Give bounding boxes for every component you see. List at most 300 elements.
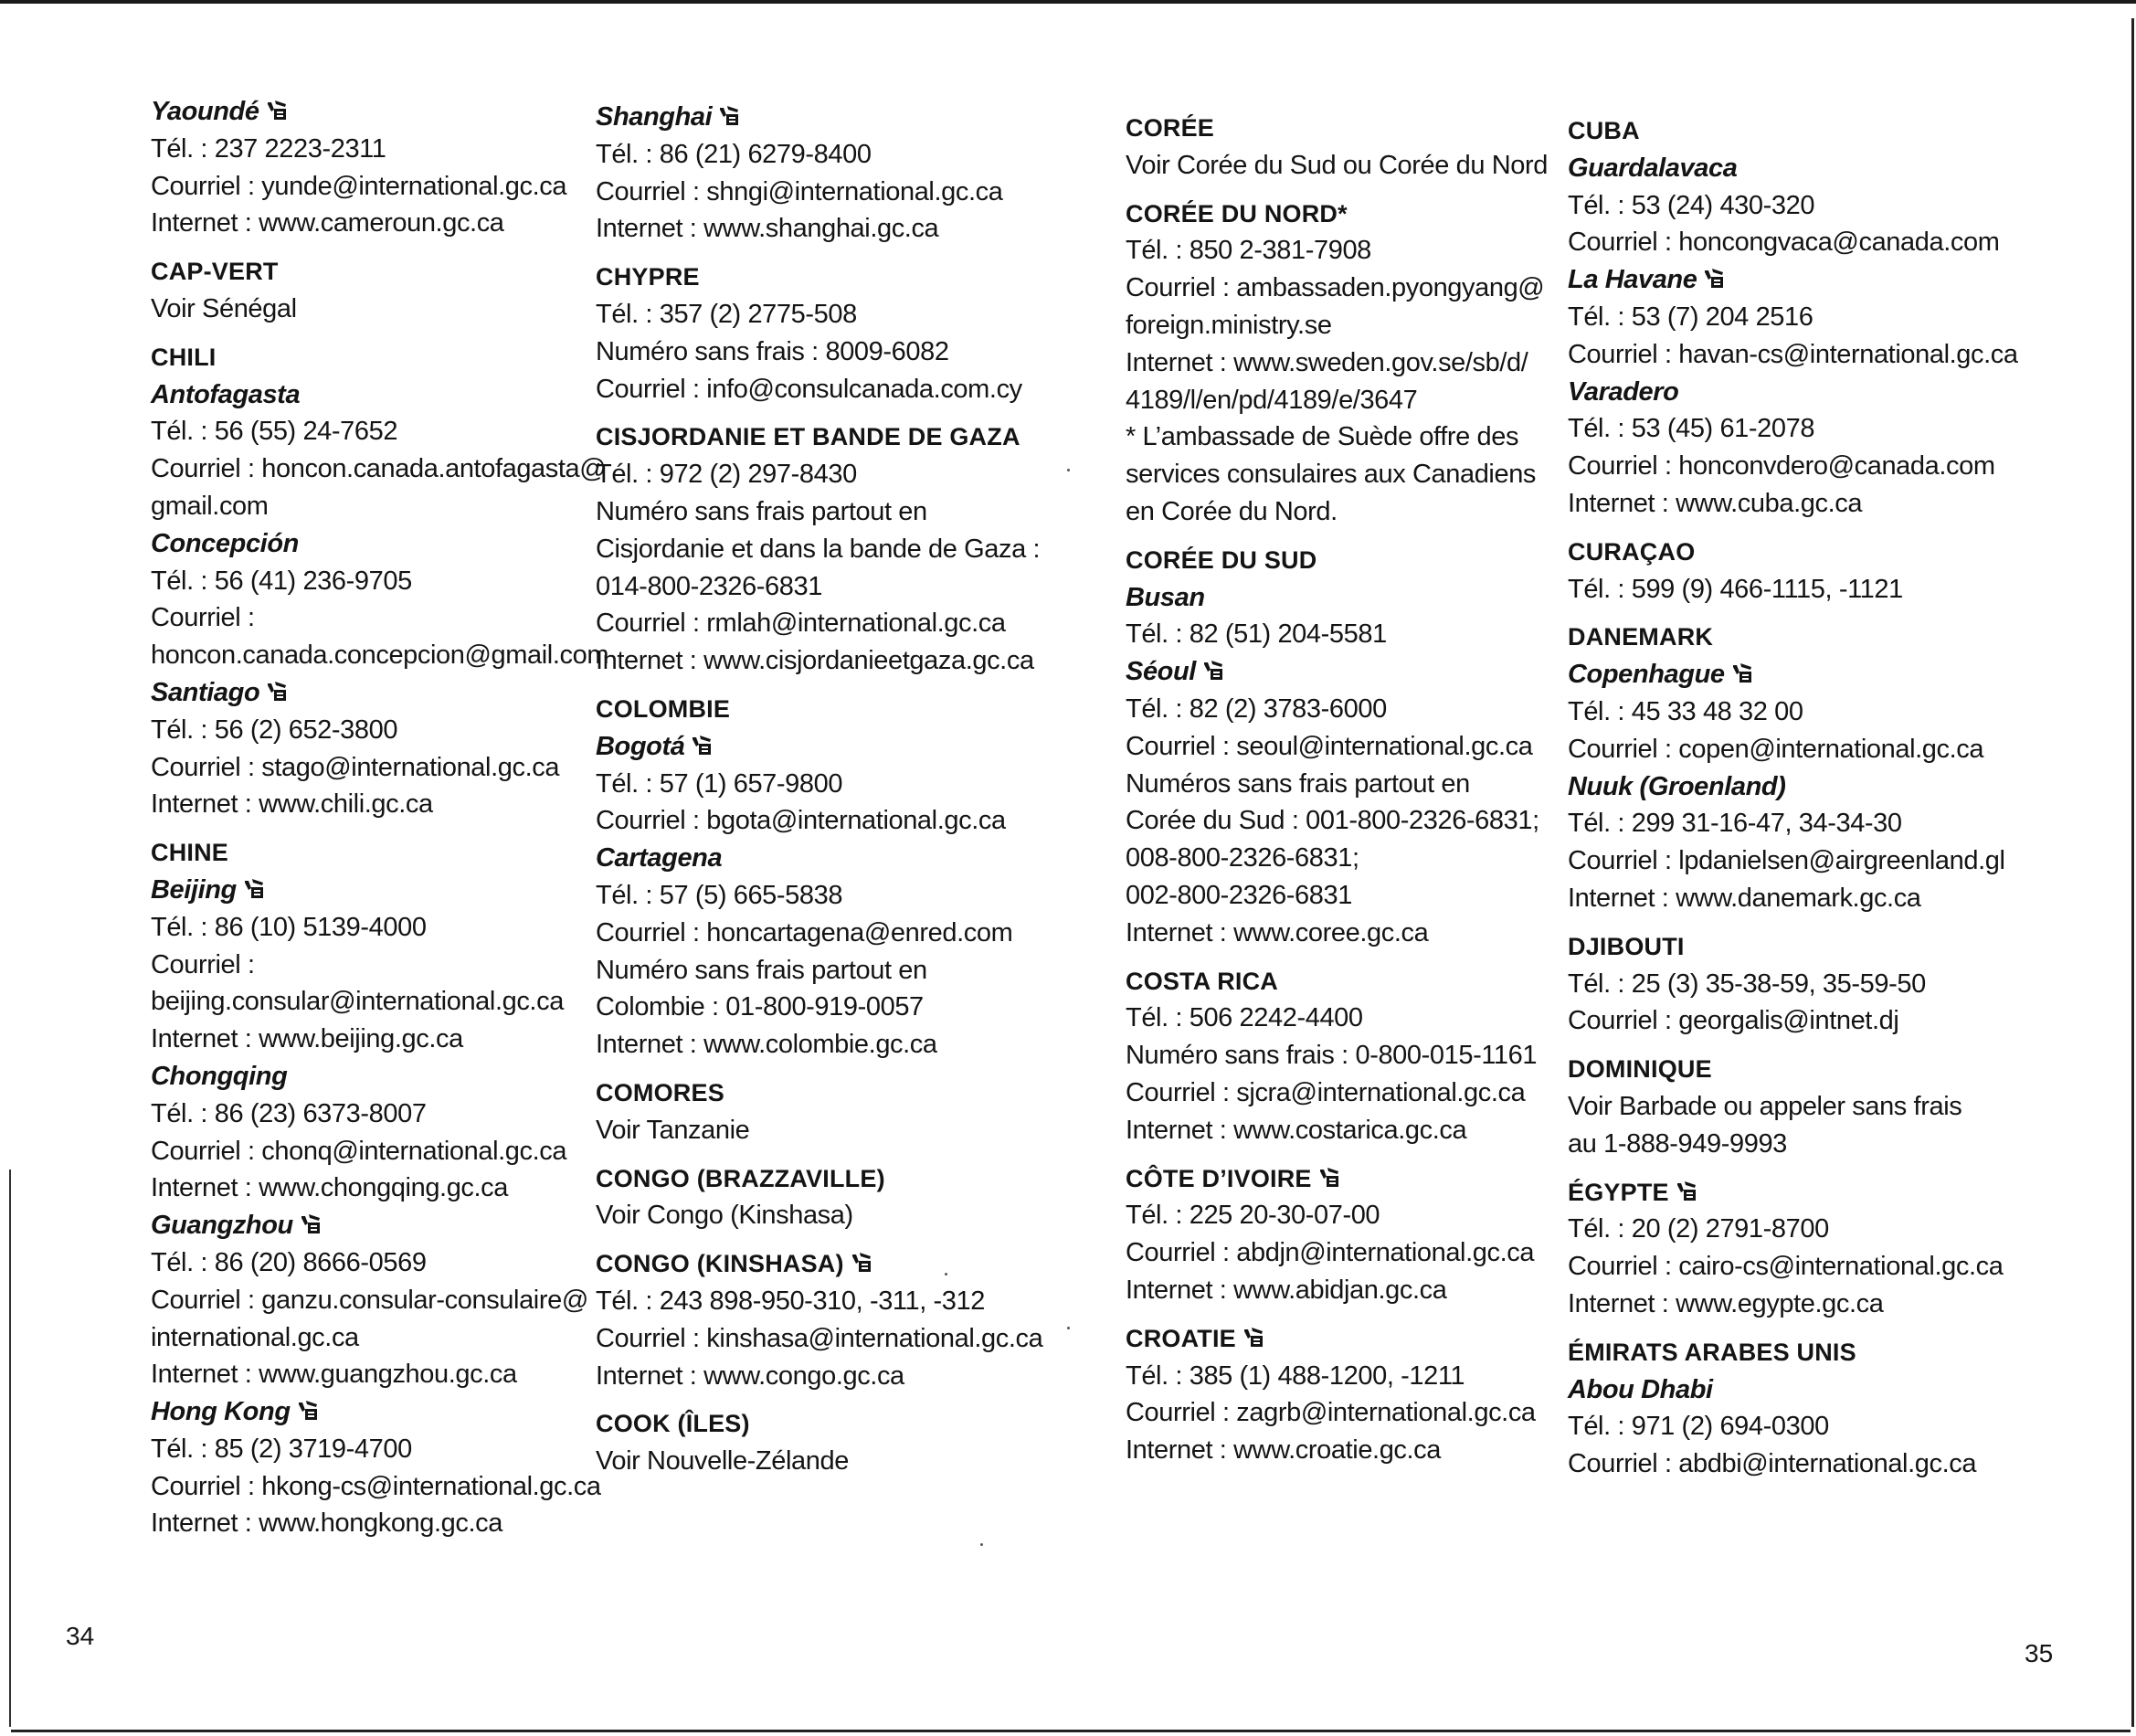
contact-line [1568, 571, 2018, 609]
line-text: Courriel : abdbi@international.gc.ca [1568, 1449, 1977, 1479]
country-heading-djibouti [1568, 928, 2018, 966]
line-text: Internet : www.cuba.gc.ca [1568, 488, 1863, 518]
line-text: Courriel : bgota@international.gc.ca [596, 806, 1006, 836]
line-text: Tél. : 86 (23) 6373-8007 [151, 1098, 427, 1128]
line-text: Internet : www.cisjordanieetgaza.gc.ca [596, 646, 1034, 676]
line-text: Internet : www.sweden.gov.se/sb/d/ [1126, 347, 1528, 377]
line-text: Courriel : copen@international.gc.ca [1568, 734, 1984, 764]
line-text: Internet : www.beijing.gc.ca [151, 1024, 463, 1054]
contact-line [1126, 1234, 1548, 1272]
country-heading-emirats-arabes-unis [1568, 1334, 2018, 1371]
contact-line [1568, 966, 2018, 1003]
consular-services-icon [719, 101, 739, 122]
line-text: Courriel : hkong-cs@international.gc.ca [151, 1471, 601, 1501]
line-text: Courriel : yunde@international.gc.ca [151, 171, 567, 201]
contact-line [1126, 232, 1548, 270]
contact-line [151, 291, 608, 328]
contact-line [596, 1358, 1042, 1395]
city-text: Cartagena [596, 843, 723, 873]
country-heading-chili [151, 339, 608, 376]
contact-line [596, 989, 1042, 1026]
page-number-right: 35 [2025, 1639, 2054, 1667]
city-heading-bogota [596, 728, 1042, 766]
line-text: au 1-888-949-9993 [1568, 1128, 1787, 1159]
contact-line [1568, 336, 2018, 374]
column-1 [151, 93, 608, 1542]
consular-services-icon [244, 873, 264, 895]
contact-line [596, 766, 1042, 803]
consular-services-icon [1732, 658, 1752, 680]
line-text: Voir Barbade ou appeler sans frais [1568, 1091, 1962, 1121]
line-text: Courriel : rmlah@international.gc.ca [596, 609, 1006, 639]
contact-line [1568, 1126, 2018, 1163]
contact-line [151, 1282, 608, 1319]
contact-line [596, 1283, 1042, 1320]
line-text: Tél. : 86 (21) 6279-8400 [596, 139, 872, 169]
contact-line [596, 952, 1042, 990]
line-text: Tél. : 243 898-950-310, -311, -312 [596, 1286, 985, 1316]
line-text: Courriel : honcartagena@enred.com [596, 917, 1013, 947]
line-text: Courriel : havan-cs@international.gc.ca [1568, 339, 2018, 369]
country-heading-cuba [1568, 112, 2018, 150]
consular-services-icon [1676, 1176, 1697, 1198]
consular-services-icon [851, 1247, 872, 1269]
line-text: Courriel : abdjn@international.gc.ca [1126, 1238, 1535, 1268]
country-text: CHYPRE [596, 263, 700, 291]
contact-line [1126, 728, 1548, 766]
contact-line [151, 1505, 608, 1542]
country-text: CUBA [1568, 117, 1640, 144]
city-heading-abou-dhabi [1568, 1371, 2018, 1409]
country-text: CONGO (KINSHASA) [596, 1250, 844, 1278]
country-heading-coree-du-nord [1126, 196, 1548, 233]
contact-line [1126, 147, 1548, 185]
line-text: Courriel : info@consulcanada.com.cy [596, 374, 1022, 404]
line-text: Numéros sans frais partout en [1126, 768, 1470, 799]
country-heading-congo-kinshasa [596, 1245, 1042, 1283]
line-text: Internet : www.costarica.gc.ca [1126, 1115, 1467, 1145]
contact-line [1568, 224, 2018, 261]
line-text: Tél. : 56 (41) 236-9705 [151, 566, 412, 596]
contact-line [1126, 493, 1548, 531]
country-heading-chine [151, 834, 608, 872]
contact-line [1568, 805, 2018, 842]
contact-line [151, 1431, 608, 1468]
line-text: 4189/l/en/pd/4189/e/3647 [1126, 385, 1418, 415]
contact-line [596, 456, 1042, 493]
contact-line [1568, 1248, 2018, 1286]
line-text: Courriel : shngi@international.gc.ca [596, 176, 1003, 206]
line-text: Courriel : georgalis@intnet.dj [1568, 1006, 1899, 1036]
line-text: 002-800-2326-6831 [1126, 880, 1352, 910]
line-text: Internet : www.congo.gc.ca [596, 1360, 904, 1391]
line-text: Numéro sans frais partout en [596, 496, 927, 526]
line-text: Courriel : honcon.canada.antofagasta@ [151, 454, 607, 484]
line-text: Voir Congo (Kinshasa) [596, 1201, 853, 1231]
consular-services-icon [267, 95, 287, 117]
contact-line [1126, 1432, 1548, 1469]
contact-line [1126, 766, 1548, 803]
city-text: Varadero [1568, 376, 1679, 407]
contact-line [1126, 877, 1548, 915]
scan-border-right [2131, 18, 2134, 1727]
city-heading-beijing [151, 872, 608, 909]
city-heading-la-havane [1568, 261, 2018, 299]
contact-line [596, 371, 1042, 408]
line-text: Courriel : [151, 949, 255, 979]
line-text: 014-800-2326-6831 [596, 571, 822, 601]
line-text: foreign.ministry.se [1126, 310, 1332, 340]
country-text: CÔTE D’IVOIRE [1126, 1164, 1312, 1192]
line-text: 008-800-2326-6831; [1126, 843, 1359, 873]
contact-line [596, 493, 1042, 531]
city-heading-shanghai [596, 99, 1042, 136]
line-text: Voir Corée du Sud ou Corée du Nord [1126, 150, 1548, 180]
contact-line [596, 605, 1042, 642]
consular-services-icon [301, 1209, 321, 1231]
line-text: Courriel : zagrb@international.gc.ca [1126, 1398, 1536, 1428]
city-heading-concepcion [151, 525, 608, 563]
country-heading-coree [1126, 110, 1548, 147]
contact-line [596, 531, 1042, 568]
city-heading-copenhague [1568, 656, 2018, 693]
contact-line [1568, 842, 2018, 880]
country-heading-cote-d-ivoire [1126, 1160, 1548, 1198]
contact-line [1568, 1408, 2018, 1445]
contact-line [596, 802, 1042, 840]
line-text: Tél. : 357 (2) 2775-508 [596, 299, 857, 329]
city-text: Antofagasta [151, 379, 301, 409]
city-text: La Havane [1568, 265, 1697, 295]
line-text: Tél. : 56 (55) 24-7652 [151, 417, 398, 447]
line-text: Courriel : stago@international.gc.ca [151, 752, 560, 782]
contact-line [1126, 1000, 1548, 1037]
contact-line [1126, 915, 1548, 952]
contact-line [151, 413, 608, 450]
scan-border-top [0, 0, 2136, 4]
contact-line [1126, 1112, 1548, 1149]
line-text: Colombie : 01-800-919-0057 [596, 992, 924, 1022]
contact-line [596, 1320, 1042, 1358]
contact-line [151, 1319, 608, 1357]
contact-line [1126, 1358, 1548, 1395]
line-text: Tél. : 506 2242-4400 [1126, 1003, 1363, 1033]
city-text: Bogotá [596, 731, 685, 761]
contact-line [596, 174, 1042, 211]
contact-line [1568, 1002, 2018, 1040]
scan-border-left [9, 1170, 11, 1727]
city-text: Chongqing [151, 1061, 288, 1091]
line-text: Numéro sans frais : 0-800-015-1161 [1126, 1041, 1538, 1071]
line-text: Courriel : lpdanielsen@airgreenland.gl [1568, 846, 2005, 876]
contact-line [151, 599, 608, 637]
page-number-left: 34 [66, 1622, 95, 1650]
line-text: Tél. : 25 (3) 35-38-59, 35-59-50 [1568, 969, 1926, 999]
contact-line [1126, 1037, 1548, 1074]
country-heading-cap-vert [151, 253, 608, 291]
line-text: Tél. : 237 2223-2311 [151, 133, 386, 164]
contact-line [151, 909, 608, 947]
contact-line [1568, 693, 2018, 731]
line-text: Tél. : 850 2-381-7908 [1126, 236, 1371, 266]
line-text: honcon.canada.concepcion@gmail.com [151, 640, 609, 671]
country-text: ÉGYPTE [1568, 1178, 1669, 1206]
consular-services-icon [1319, 1162, 1339, 1184]
country-text: DOMINIQUE [1568, 1055, 1712, 1084]
line-text: services consulaires aux Canadiens [1126, 460, 1537, 490]
contact-line [596, 333, 1042, 371]
country-text: CORÉE [1126, 114, 1215, 142]
line-text: Tél. : 53 (24) 430-320 [1568, 190, 1815, 220]
contact-line [1126, 270, 1548, 307]
contact-line [596, 1197, 1042, 1234]
country-text: ÉMIRATS ARABES UNIS [1568, 1338, 1856, 1366]
scan-speck [980, 1543, 983, 1546]
line-text: Internet : www.guangzhou.gc.ca [151, 1360, 517, 1390]
line-text: Tél. : 225 20-30-07-00 [1126, 1201, 1380, 1231]
country-text: DANEMARK [1568, 623, 1714, 651]
contact-line [151, 1021, 608, 1058]
contact-line [1568, 1445, 2018, 1483]
city-text: Hong Kong [151, 1397, 291, 1427]
country-heading-chypre [596, 259, 1042, 296]
city-text: Guardalavaca [1568, 153, 1738, 183]
line-text: international.gc.ca [151, 1322, 359, 1352]
contact-line [151, 450, 608, 488]
line-text: Courriel : seoul@international.gc.ca [1126, 731, 1533, 761]
contact-line [1126, 1394, 1548, 1432]
country-heading-coree-du-sud [1126, 542, 1548, 579]
contact-line [1126, 616, 1548, 653]
line-text: Courriel : kinshasa@international.gc.ca [596, 1323, 1043, 1353]
line-text: Courriel : chonq@international.gc.ca [151, 1136, 567, 1166]
contact-line [1126, 840, 1548, 877]
line-text: Tél. : 45 33 48 32 00 [1568, 696, 1803, 726]
consular-services-icon [692, 730, 712, 752]
contact-line [151, 205, 608, 242]
contact-line [151, 637, 608, 674]
line-text: Tél. : 56 (2) 652-3800 [151, 715, 398, 745]
contact-line [1126, 344, 1548, 382]
country-text: COOK (ÎLES) [596, 1410, 750, 1438]
contact-line [1568, 448, 2018, 485]
consular-services-icon [1243, 1322, 1264, 1344]
column-2 [596, 99, 1042, 1480]
city-heading-nuuk-groenland [1568, 768, 2018, 806]
country-text: COMORES [596, 1078, 724, 1106]
city-text: Nuuk (Groenland) [1568, 771, 1786, 801]
country-text: CORÉE DU SUD [1126, 545, 1317, 574]
line-text: Tél. : 86 (20) 8666-0569 [151, 1247, 427, 1277]
contact-line [151, 1133, 608, 1170]
contact-line [151, 168, 608, 206]
line-text: Voir Sénégal [151, 293, 297, 323]
country-heading-croatie [1126, 1320, 1548, 1358]
line-text: Internet : www.hongkong.gc.ca [151, 1508, 502, 1539]
contact-line [1126, 456, 1548, 493]
line-text: Tél. : 82 (2) 3783-6000 [1126, 693, 1387, 724]
contact-line [1568, 299, 2018, 336]
consular-services-icon [267, 676, 287, 698]
country-text: CORÉE DU NORD* [1126, 199, 1348, 228]
line-text: Courriel : ganzu.consular-consulaire@ [151, 1285, 588, 1315]
line-text: Courriel : sjcra@international.gc.ca [1126, 1077, 1526, 1107]
line-text: gmail.com [151, 491, 269, 521]
city-text: Copenhague [1568, 660, 1725, 690]
column-3 [1126, 110, 1548, 1469]
country-heading-costa-rica [1126, 963, 1548, 1000]
country-heading-danemark [1568, 619, 2018, 656]
contact-line [151, 1468, 608, 1506]
city-heading-seoul [1126, 653, 1548, 691]
contact-line [151, 131, 608, 168]
line-text: Voir Nouvelle-Zélande [596, 1446, 849, 1477]
contact-line [151, 1356, 608, 1393]
contact-line [151, 947, 608, 984]
contact-line [1126, 691, 1548, 728]
country-text: COLOMBIE [596, 694, 731, 723]
contact-line [151, 563, 608, 600]
country-heading-dominique [1568, 1051, 2018, 1088]
line-text: Numéro sans frais : 8009-6082 [596, 336, 949, 366]
contact-line [1568, 410, 2018, 448]
line-text: Tél. : 82 (51) 204-5581 [1126, 619, 1387, 650]
country-heading-cook-iles [596, 1405, 1042, 1443]
contact-line [151, 786, 608, 823]
line-text: beijing.consular@international.gc.ca [151, 987, 564, 1017]
city-heading-hong-kong [151, 1393, 608, 1431]
line-text: Tél. : 57 (1) 657-9800 [596, 768, 843, 799]
contact-line [596, 296, 1042, 333]
line-text: Tél. : 299 31-16-47, 34-34-30 [1568, 809, 1902, 839]
line-text: Tél. : 385 (1) 488-1200, -1211 [1126, 1360, 1465, 1391]
country-text: CHILI [151, 343, 217, 371]
line-text: * L’ambassade de Suède offre des [1126, 422, 1519, 452]
country-text: CROATIE [1126, 1324, 1236, 1352]
scan-speck [1067, 1327, 1070, 1329]
country-heading-comores [596, 1074, 1042, 1112]
line-text: Tél. : 972 (2) 297-8430 [596, 460, 857, 490]
city-text: Santiago [151, 677, 260, 707]
contact-line [1568, 187, 2018, 225]
consular-services-icon [298, 1395, 318, 1417]
city-text: Beijing [151, 874, 237, 905]
line-text: Courriel : ambassaden.pyongyang@ [1126, 273, 1545, 303]
city-heading-busan [1126, 579, 1548, 617]
line-text: Tél. : 86 (10) 5139-4000 [151, 912, 427, 942]
line-text: Tél. : 20 (2) 2791-8700 [1568, 1214, 1829, 1244]
contact-line [1126, 418, 1548, 456]
country-text: CHINE [151, 839, 229, 867]
country-heading-colombie [596, 691, 1042, 728]
country-text: DJIBOUTI [1568, 932, 1685, 960]
line-text: Tél. : 53 (7) 204 2516 [1568, 302, 1813, 332]
contact-line [1568, 1286, 2018, 1323]
contact-line [1568, 731, 2018, 768]
country-text: CONGO (BRAZZAVILLE) [596, 1164, 885, 1192]
city-heading-santiago [151, 674, 608, 712]
consular-services-icon [1704, 263, 1724, 285]
contact-line [151, 1096, 608, 1133]
country-text: CISJORDANIE ET BANDE DE GAZA [596, 423, 1020, 451]
line-text: Internet : www.shanghai.gc.ca [596, 214, 939, 244]
contact-line [1568, 485, 2018, 523]
contact-line [151, 1170, 608, 1207]
scan-speck [1067, 469, 1070, 471]
line-text: Cisjordanie et dans la bande de Gaza : [596, 534, 1041, 564]
scan-speck [945, 1273, 947, 1276]
contact-line [1568, 1088, 2018, 1126]
line-text: Courriel : cairo-cs@international.gc.ca [1568, 1252, 2004, 1282]
line-text: Courriel : honcongvaca@canada.com [1568, 228, 2000, 258]
line-text: Internet : www.danemark.gc.ca [1568, 883, 1921, 913]
line-text: Voir Tanzanie [596, 1115, 750, 1145]
contact-line [151, 749, 608, 787]
line-text: Courriel : honconvdero@canada.com [1568, 451, 1995, 482]
contact-line [1568, 880, 2018, 917]
country-text: CURAÇAO [1568, 537, 1696, 566]
line-text: Internet : www.abidjan.gc.ca [1126, 1275, 1447, 1305]
line-text: Courriel : [151, 603, 255, 633]
contact-line [596, 1026, 1042, 1064]
city-heading-cartagena [596, 840, 1042, 877]
scan-border-bottom [11, 1730, 2131, 1732]
line-text: Internet : www.egypte.gc.ca [1568, 1288, 1884, 1318]
line-text: Tél. : 971 (2) 694-0300 [1568, 1412, 1829, 1442]
contact-line [1126, 307, 1548, 344]
contact-line [596, 136, 1042, 174]
column-4 [1568, 112, 2018, 1483]
contact-line [151, 1244, 608, 1282]
city-heading-chongqing [151, 1058, 608, 1096]
line-text: Tél. : 57 (5) 665-5838 [596, 880, 843, 910]
city-text: Busan [1126, 582, 1205, 612]
city-text: Abou Dhabi [1568, 1374, 1713, 1404]
line-text: Internet : www.coree.gc.ca [1126, 917, 1429, 947]
line-text: Internet : www.colombie.gc.ca [596, 1030, 937, 1060]
contact-line [596, 877, 1042, 915]
contact-line [596, 210, 1042, 248]
line-text: Internet : www.chili.gc.ca [151, 789, 433, 820]
contact-line [1126, 1074, 1548, 1112]
line-text: Tél. : 85 (2) 3719-4700 [151, 1434, 412, 1464]
city-heading-guangzhou [151, 1207, 608, 1244]
contact-line [596, 915, 1042, 952]
contact-line [1126, 382, 1548, 419]
contact-line [596, 568, 1042, 606]
city-heading-guardalavaca [1568, 150, 2018, 187]
country-heading-curacao [1568, 534, 2018, 571]
city-text: Concepción [151, 528, 299, 558]
line-text: en Corée du Nord. [1126, 496, 1338, 526]
contact-line [1568, 1211, 2018, 1248]
line-text: Tél. : 53 (45) 61-2078 [1568, 414, 1815, 444]
city-text: Shanghai [596, 102, 713, 132]
city-heading-yaounde [151, 93, 608, 131]
city-text: Guangzhou [151, 1211, 293, 1241]
line-text: Internet : www.croatie.gc.ca [1126, 1435, 1442, 1466]
consular-services-icon [1203, 655, 1223, 677]
country-heading-congo-brazzaville [596, 1160, 1042, 1198]
contact-line [596, 1112, 1042, 1149]
contact-line [1126, 802, 1548, 840]
contact-line [596, 642, 1042, 680]
contact-line [1126, 1272, 1548, 1309]
contact-line [1126, 1197, 1548, 1234]
city-heading-varadero [1568, 374, 2018, 411]
line-text: Corée du Sud : 001-800-2326-6831; [1126, 806, 1539, 836]
country-heading-cisjordanie-et-bande-de-gaza [596, 418, 1042, 456]
